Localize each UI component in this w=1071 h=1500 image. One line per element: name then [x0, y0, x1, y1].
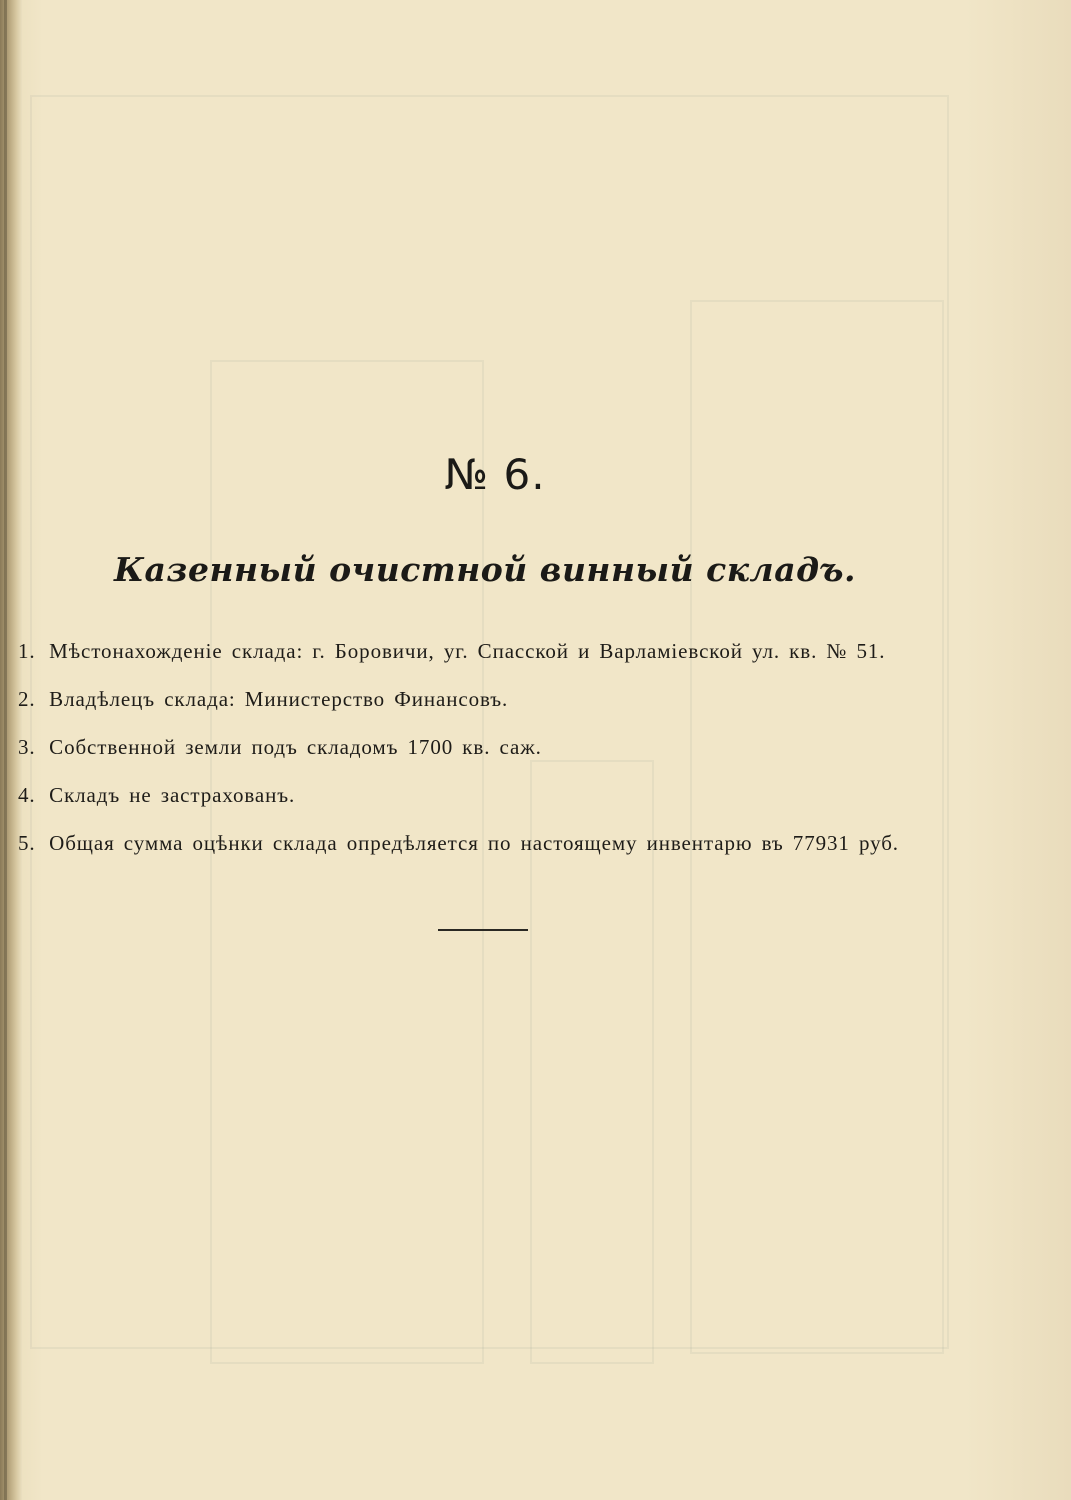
item-number: 2. [18, 687, 36, 711]
item-number: 3. [18, 735, 36, 759]
section-number: № 6. [444, 450, 546, 499]
item-number: 4. [18, 783, 36, 807]
item-text: Мѣстонахожденіе склада: г. Боровичи, уг. Спасской и Варламіевской ул. кв. № 51. [49, 639, 886, 663]
item-text: Владѣлецъ склада: Министерство Финансовъ. [49, 687, 509, 711]
list-item [18, 777, 978, 825]
item-text: Собственной земли подъ складомъ 1700 кв. саж. [49, 735, 542, 759]
item-text: Общая сумма оцѣнки склада опредѣляется по настоящему инвентарю въ 77931 руб. [49, 831, 899, 855]
spine-edge [4, 0, 7, 1500]
list-item [18, 633, 978, 681]
section-title: Казенный очистной винный складъ. [113, 550, 857, 589]
list-item [18, 681, 978, 729]
closing-rule [438, 929, 528, 931]
list-item [18, 729, 978, 777]
facts-list [18, 633, 978, 873]
item-number: 1. [18, 639, 36, 663]
item-text: Складъ не застрахованъ. [49, 783, 296, 807]
list-item [18, 825, 978, 873]
item-number: 5. [18, 831, 36, 855]
